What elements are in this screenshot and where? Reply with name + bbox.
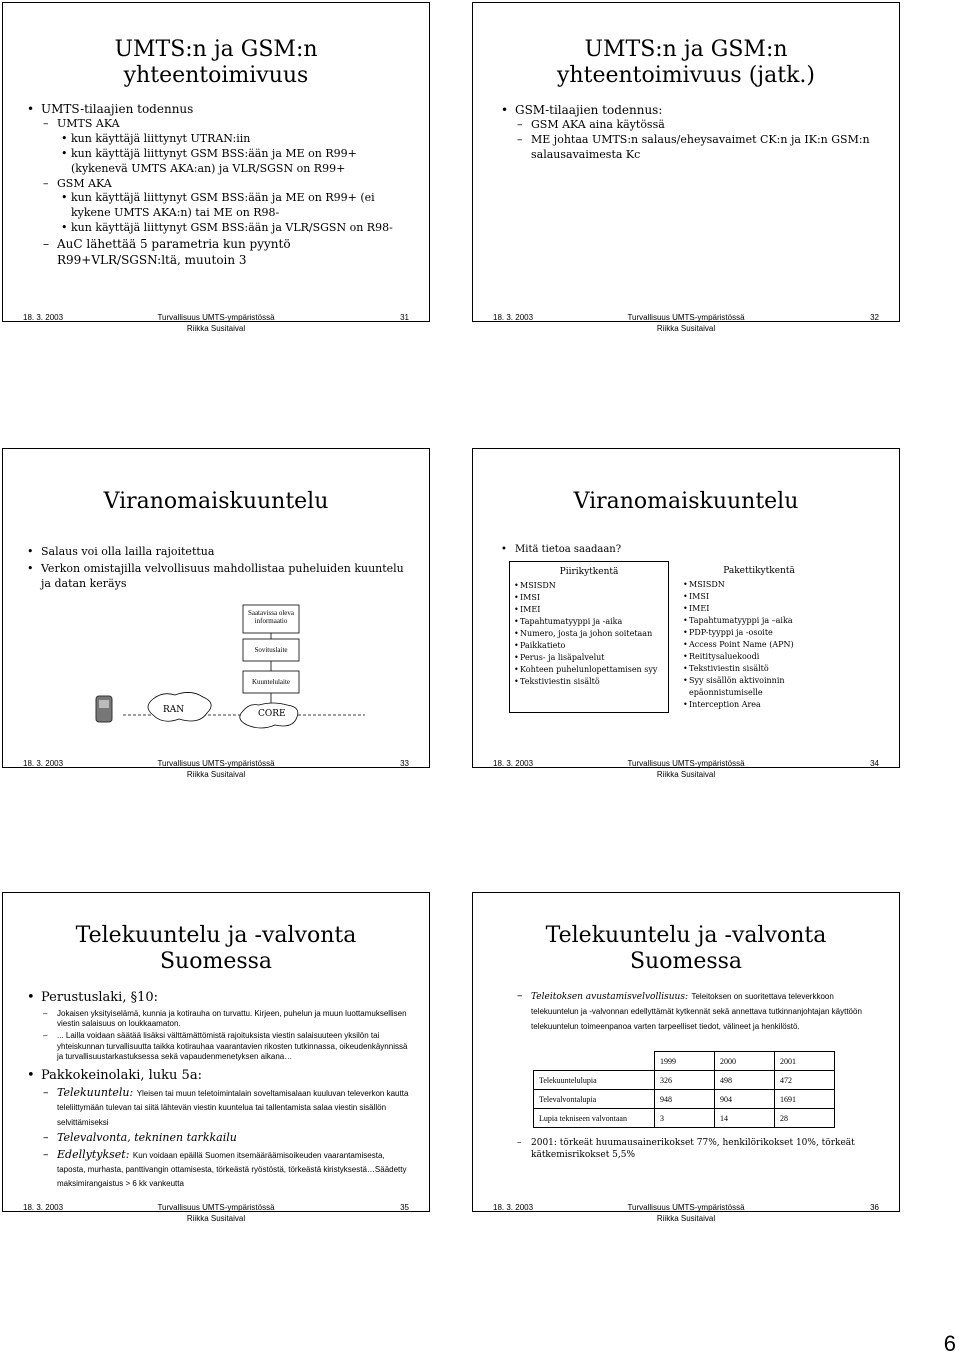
- term-text: Kun voidaan epäillä Suomen itsemääräämisoikeuden vaarantamisesta, taposta, murhasta, panttivangin ottamisesta, törkeästä ryöstöstä, törkeästä kiristyksestä…Säädetty maksimirangaistus > 6 kk vankeutta: [57, 1150, 407, 1189]
- term-label: Teleitoksen avustamisvelvollisuus:: [531, 992, 688, 1002]
- list-item: • Interception Area: [683, 699, 761, 709]
- slide-title: UMTS:n ja GSM:n yhteentoimivuus: [114, 37, 318, 89]
- slide-32: [472, 2, 900, 333]
- packet-switched-list: [683, 579, 835, 711]
- slide-title: UMTS:n ja GSM:n yhteentoimivuus (jatk.): [557, 37, 815, 89]
- slide-body: [501, 541, 881, 557]
- slide-note: [501, 1137, 873, 1161]
- list-item: • PDP-tyyppi ja -osoite: [683, 627, 773, 637]
- slide-number: 34: [870, 759, 879, 768]
- diagram-label-ran: RAN: [163, 705, 185, 715]
- dash-item: – ME johtaa UMTS:n salaus/eheysavaimet CK:n ja IK:n GSM:n salausavaimesta Kc: [501, 133, 881, 163]
- footer-course: Turvallisuus UMTS-ympäristössä: [157, 1203, 275, 1212]
- slide-number: 35: [400, 1203, 409, 1212]
- dash-item: – GSM AKA aina käytössä: [501, 118, 881, 133]
- sub-bullet: • kun käyttäjä liittynyt GSM BSS:ään ja VLR/SGSN on R98-: [27, 221, 407, 236]
- bullet: • Salaus voi olla lailla rajoitettua: [27, 545, 407, 560]
- dash-item: – UMTS AKA: [27, 117, 407, 132]
- dash-item: – 2001: törkeät huumausainerikokset 77%, henkilörikokset 10%, törkeät kätkemisrikokset 5,5%: [501, 1137, 873, 1161]
- footer-date: 18. 3. 2003: [493, 1203, 534, 1212]
- footer-date: 18. 3. 2003: [493, 759, 534, 768]
- table-cell: 2001: [775, 1052, 835, 1071]
- diagram-label-core: CORE: [258, 709, 286, 719]
- footer-course: Turvallisuus UMTS-ympäristössä: [627, 759, 745, 768]
- footer-course: Turvallisuus UMTS-ympäristössä: [627, 313, 745, 322]
- table-cell: 498: [715, 1071, 775, 1090]
- sub-bullet: • kun käyttäjä liittynyt GSM BSS:ään ja ME on R99+ (ei kykene UMTS AKA:n) tai ME on R98-: [27, 191, 407, 221]
- dash-item: [27, 1086, 411, 1129]
- list-item: • Access Point Name (APN): [683, 639, 794, 649]
- list-item: • Numero, josta ja johon soitetaan: [514, 628, 653, 638]
- bullet: • GSM-tilaajien todennus:: [501, 102, 881, 118]
- table-cell: 2000: [715, 1052, 775, 1071]
- dash-item: – Televalvonta, tekninen tarkkailu: [27, 1131, 411, 1146]
- slide-title: Telekuuntelu ja -valvonta Suomessa: [545, 923, 827, 975]
- slide-number: 31: [400, 313, 409, 322]
- footer-course: Turvallisuus UMTS-ympäristössä: [627, 1203, 745, 1212]
- circuit-switched-list: [514, 580, 664, 688]
- slide-number: 32: [870, 313, 879, 322]
- footer-author: Riikka Susitaival: [656, 1213, 716, 1223]
- footer-author: Riikka Susitaival: [186, 1213, 246, 1223]
- diagram-box-adapter: Sovituslaite: [254, 646, 288, 654]
- footer-date: 18. 3. 2003: [23, 759, 64, 768]
- list-item: • Tapahtumatyyppi ja -aika: [514, 616, 623, 626]
- slide-34: [472, 448, 900, 779]
- slide-body: [501, 100, 881, 163]
- slide-body: [27, 987, 411, 1191]
- list-item: • MSISDN: [683, 579, 725, 589]
- slide-number: 33: [400, 759, 409, 768]
- bullet: • Pakkokeinolaki, luku 5a:: [27, 1067, 411, 1085]
- column-heading: Piirikytkentä: [559, 567, 619, 577]
- dash-item: – AuC lähettää 5 parametria kun pyyntö R99+VLR/SGSN:ltä, muutoin 3: [27, 236, 407, 268]
- list-item: • Perus- ja lisäpalvelut: [514, 652, 605, 662]
- footer-date: 18. 3. 2003: [23, 313, 64, 322]
- dash-item: [501, 989, 873, 1034]
- table-cell: Televalvontalupia: [534, 1090, 655, 1109]
- table-cell: 3: [655, 1109, 715, 1128]
- footer-author: Riikka Susitaival: [186, 323, 246, 333]
- footer-course: Turvallisuus UMTS-ympäristössä: [157, 313, 275, 322]
- dash-item: – ... Lailla voidaan säätää lisäksi välttämättömistä rajoituksista viestin salaisuuteen yksilön tai yhteiskunnan turvallisuutta taikka kotirauhaa vaarantavien rikosten tutkinnassa, oikeudenkäynnissä ja turvallisuustarkastuksessa sekä vapaudenmenetyksen aikana…: [27, 1031, 411, 1062]
- table-cell: 472: [775, 1071, 835, 1090]
- list-item: • Reititysaluekoodi: [683, 651, 760, 661]
- table-cell: 904: [715, 1090, 775, 1109]
- slide-31: [2, 2, 430, 333]
- list-item: • Paikkatieto: [514, 640, 566, 650]
- footer-author: Riikka Susitaival: [186, 769, 246, 779]
- slide-title: Viranomaiskuuntelu: [103, 489, 329, 514]
- dash-item: – Jokaisen yksityiselämä, kunnia ja kotirauha on turvattu. Kirjeen, puhelun ja muun luottamuksellisen viestin salaisuus on loukkaamaton.: [27, 1009, 411, 1030]
- table-row: [534, 1071, 835, 1090]
- bullet: • Perustuslaki, §10:: [27, 989, 411, 1007]
- bullet: • Mitä tietoa saadaan?: [501, 543, 881, 557]
- table-cell: 14: [715, 1109, 775, 1128]
- permits-table: [533, 1051, 835, 1128]
- table-cell: 948: [655, 1090, 715, 1109]
- term-text: Yleisen tai muun teletoimintalain soveltamisalaan kuuluvan televerkon kautta teleliittymään tulevan tai siitä lähtevän viestin kuuntelua tai tallentamista salaa viestin sisällön selvittämiseksi: [57, 1089, 409, 1127]
- term-text: Teleitoksen on suoritettava televerkkoon telekuuntelun ja -valvonnan edellyttämät kytkennät sekä annettava tutkinnanjohtajan käyttöön telekuuntelun toimeenpanoa varten tarpeelliset tiedot, välineet ja henkilöstö.: [531, 992, 862, 1031]
- footer-author: Riikka Susitaival: [656, 769, 716, 779]
- list-item: • IMEI: [683, 603, 710, 613]
- packet-switched-column: [679, 561, 839, 713]
- column-heading: Pakettikytkentä: [723, 566, 795, 576]
- phone-icon: [96, 696, 112, 722]
- list-item: • Syy sisällön aktivoinnin epäonnistumiselle: [683, 675, 785, 697]
- table-cell: 1999: [655, 1052, 715, 1071]
- list-item: • Tekstiviestin sisältö: [683, 663, 769, 673]
- sub-bullet: • kun käyttäjä liittynyt UTRAN:iin: [27, 132, 407, 147]
- term-label: Edellytykset:: [57, 1147, 130, 1161]
- slide-title: Telekuuntelu ja -valvonta Suomessa: [75, 923, 357, 975]
- bullet: • Verkon omistajilla velvollisuus mahdollistaa puheluiden kuuntelu ja datan keräys: [27, 562, 407, 592]
- footer-author: Riikka Susitaival: [656, 323, 716, 333]
- slide-title: Viranomaiskuuntelu: [573, 489, 799, 514]
- list-item: • IMEI: [514, 604, 541, 614]
- diagram-box-listener: Kuuntelulaite: [251, 678, 291, 686]
- list-item: • Tapahtumatyyppi ja –aika: [683, 615, 793, 625]
- table-header-row: [534, 1052, 835, 1071]
- page-number: 6: [943, 1331, 956, 1356]
- table-row: [534, 1109, 835, 1128]
- circuit-switched-column: [509, 561, 669, 713]
- table-cell: 326: [655, 1071, 715, 1090]
- footer-date: 18. 3. 2003: [23, 1203, 64, 1212]
- list-item: • IMSI: [683, 591, 709, 601]
- slide-35: [2, 892, 430, 1223]
- sub-bullet: • kun käyttäjä liittynyt GSM BSS:ään ja ME on R99+ (kykenevä UMTS AKA:an) ja VLR/SGSN on R99+: [27, 147, 407, 177]
- bullet: • UMTS-tilaajien todennus: [27, 101, 407, 117]
- dash-item: [27, 1148, 411, 1191]
- dash-item: – GSM AKA: [27, 177, 407, 192]
- list-item: • MSISDN: [514, 580, 556, 590]
- slide-33: [2, 448, 430, 779]
- slide-body: [501, 989, 873, 1034]
- term-label: Telekuuntelu:: [57, 1086, 134, 1100]
- interception-diagram: [3, 449, 429, 767]
- slide-36: [472, 892, 900, 1223]
- table-cell: 1691: [775, 1090, 835, 1109]
- list-item: • Kohteen puhelunlopettamisen syy: [514, 664, 658, 674]
- footer-date: 18. 3. 2003: [493, 313, 534, 322]
- table-cell: [534, 1052, 655, 1071]
- slide-body: [27, 99, 407, 268]
- slide-number: 36: [870, 1203, 879, 1212]
- footer-course: Turvallisuus UMTS-ympäristössä: [157, 759, 275, 768]
- list-item: • IMSI: [514, 592, 540, 602]
- table-cell: Telekuuntelulupia: [534, 1071, 655, 1090]
- table-cell: 28: [775, 1109, 835, 1128]
- table-row: [534, 1090, 835, 1109]
- list-item: • Tekstiviestin sisältö: [514, 676, 600, 686]
- table-cell: Lupia tekniseen valvontaan: [534, 1109, 655, 1128]
- diagram-box-information: Saatavissa oleva informaatio: [247, 609, 295, 626]
